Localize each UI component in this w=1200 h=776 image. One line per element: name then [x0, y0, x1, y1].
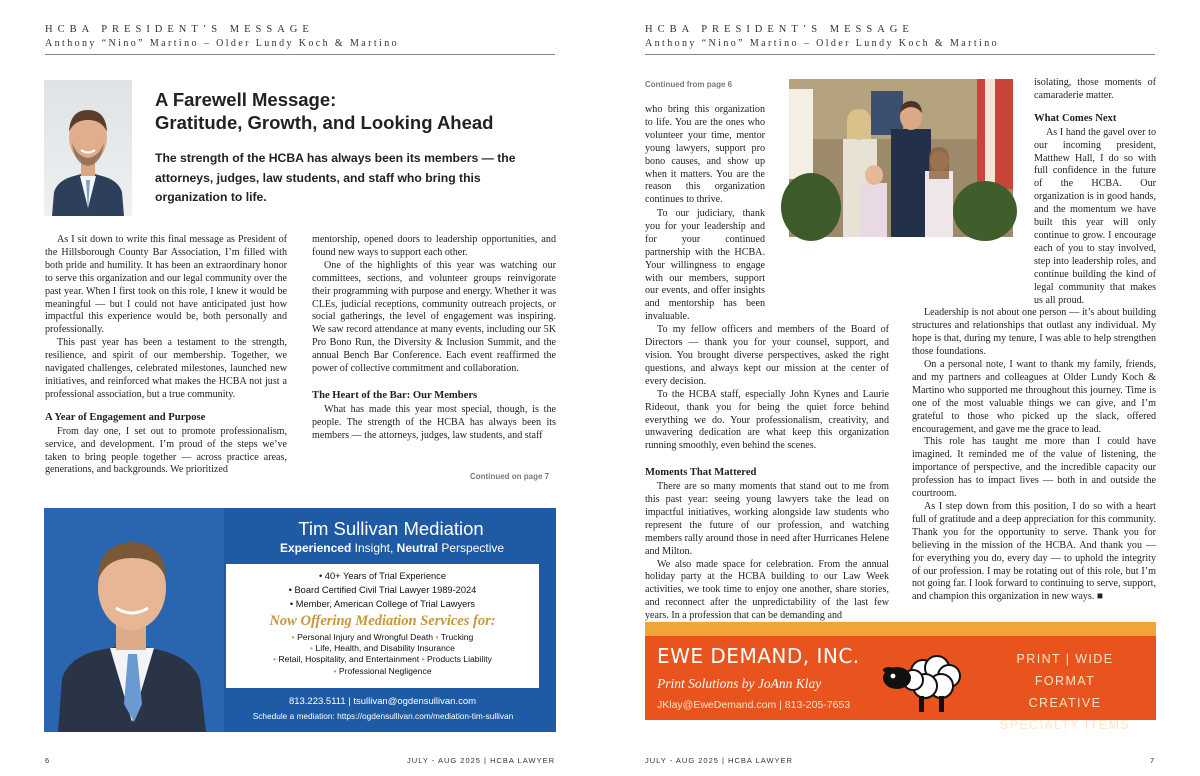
- subheading: A Year of Engagement and Purpose: [45, 411, 206, 423]
- paragraph: This past year has been a testament to the strength, resilience, and spirit of our membership. Together, we navigated challenges, celebrated milestones, launched new initiatives, and reinforced what makes the HCBA not just a professional association, but a true community.: [45, 337, 287, 400]
- paragraph: From day one, I set out to promote professionalism, service, and development. I’m proud of the steps we’ve taken to bring people together — across practice areas, generations, and backgrounds. We prioritized: [45, 425, 287, 476]
- page-header: [645, 24, 1155, 55]
- author-portrait: [44, 80, 132, 216]
- service-line: PRINT | WIDE FORMAT: [1016, 652, 1114, 688]
- subheading: What Comes Next: [1034, 112, 1117, 124]
- subtitle-text: Perspective: [438, 541, 505, 555]
- ad-contact[interactable]: JKlay@EweDemand.com | 813-205-7653: [657, 699, 851, 711]
- offering-heading: Now Offering Mediation Services for:: [269, 613, 496, 629]
- ad-company-name: EWE DEMAND, INC.: [657, 644, 860, 668]
- header-author: Anthony “Nino” Martino – Older Lundy Koch & Martino: [45, 38, 400, 49]
- ad-top-band: [645, 622, 1156, 636]
- paragraph: To the HCBA staff, especially John Kynes and Laurie Rideout, thank you for being the quiet force behind everything we do. Your professionalism, creativity, and unwavering dedication are what keep this organization running smoothly, even behind the scenes.: [645, 388, 889, 452]
- title-line-1: A Farewell Message:: [155, 89, 337, 110]
- service-line: CREATIVE: [1028, 696, 1102, 710]
- paragraph: Leadership is not about one person — it’s about building structures and relationships that outlast any individual. My hope is that, during my tenure, I was able to help strengthen those foundations.: [912, 307, 1156, 358]
- right-column-a: [645, 208, 889, 623]
- ad-tagline: Print Solutions by JoAnn Klay: [657, 676, 822, 691]
- ad-info-box: [226, 564, 539, 688]
- paragraph: On a personal note, I want to thank my family, friends, and my partners and colleagues at Older Lundy Koch & Martino who supported me throughout this journey. Time is one of the most valuable things we can give, and I’m grateful to those who picked up the slack, offered encouragement, and gave me the grace to lead.: [912, 359, 1156, 435]
- article-lead: The strength of the HCBA has always been its members — the attorneys, judges, law students, and staff who bring this organization to life.: [155, 151, 516, 204]
- paragraph: We also made space for celebration. From the annual holiday party at the HCBA building to our Law Week activities, we took time to enjoy one another, share stories, and reconnect after the unpredictability of the last few years. In a profession that can be demanding and: [645, 558, 889, 622]
- service-item: Trucking: [440, 632, 474, 642]
- continued-note: Continued on page 7: [470, 472, 550, 481]
- header-author: Anthony “Nino” Martino – Older Lundy Koch & Martino: [645, 38, 1000, 49]
- article-title: [155, 88, 493, 134]
- paragraph: There are so many moments that stand out to me from this past year: seeing young lawyers take the lead on impactful initiatives, working alongside law students who represent the future of our profession, and watching members rally around those in need after Hurricanes Helene and Milton.: [645, 481, 889, 557]
- paragraph: This role has taught me more than I could have imagined. It reminded me of the value of listening, the importance of perspective, and the incredible capacity our profession has to impact lives — both in and outside the courtroom.: [912, 436, 1156, 500]
- right-column-b: [912, 77, 1156, 604]
- subheading: The Heart of the Bar: Our Members: [312, 389, 478, 401]
- paragraph: One of the highlights of this year was watching our committees, sections, and volunteer groups reinvigorate their programming with purpose and energy. Whether it was CLEs, judicial receptions, community outreach projects, or social gatherings, the level of engagement was inspiring. We saw record attendance at many events, including our 5K Pro Bono Run, the Diversity & Inclusion Summit, and the annual Bench Bar Conference. Each event reaffirmed the power of collective commitment and collaboration.: [312, 259, 556, 375]
- paragraph: What has made this year most special, though, is the people. The strength of the HCBA has always been its members — the attorneys, judges, law students, and staff: [312, 403, 556, 441]
- ad-subtitle: [242, 541, 542, 555]
- sheep-icon: [877, 638, 977, 718]
- header-kicker: HCBA PRESIDENT’S MESSAGE: [45, 24, 314, 35]
- paragraph: isolating, those moments of camaraderie matter.: [1034, 77, 1156, 101]
- service-item: Products Liability: [427, 654, 492, 665]
- page-number: 7: [1150, 756, 1156, 765]
- credential-item: • Member, American College of Trial Lawyers: [289, 599, 476, 609]
- footer-issue: JULY - AUG 2025 | HCBA LAWYER: [407, 756, 555, 765]
- ad-contact[interactable]: 813.223.5111 | tsullivan@ogdensullivan.com: [288, 696, 477, 707]
- ad-services: [985, 648, 1145, 736]
- paragraph: To our judiciary, thank you for your leadership and for your continued partnership with the HCBA. Your willingness to engage with our members, support our events, and offer insights and mentorship has been invaluable.: [645, 208, 765, 323]
- paragraph: mentorship, opened doors to leadership opportunities, and found new ways to support each other.: [312, 234, 556, 258]
- service-item: Professional Negligence: [338, 665, 432, 676]
- portrait-image: [44, 80, 132, 216]
- footer-issue: JULY - AUG 2025 | HCBA LAWYER: [645, 756, 793, 765]
- ad-schedule-link[interactable]: Schedule a mediation: https://ogdensullivan.com/mediation-tim-sullivan: [252, 711, 514, 721]
- ad-title: Tim Sullivan Mediation: [298, 518, 484, 539]
- page-number: 6: [45, 756, 51, 765]
- continued-from-note: Continued from page 6: [645, 80, 733, 89]
- service-item: Life, Health, and Disability Insurance: [315, 643, 455, 654]
- left-column-1: [45, 234, 287, 477]
- paragraph: As I hand the gavel over to our incoming president, Matthew Hall, I do so with full confidence in the future of the HCBA. Our organization is in good hands, and the momentum we have built this year will only continue to grow. I encourage each of you to stay involved, step into leadership roles, and continue building the kind of legal community that makes us all proud.: [1034, 126, 1156, 306]
- service-item: Personal Injury and Wrongful Death: [297, 632, 434, 642]
- paragraph: As I step down from this position, I do so with a heart full of gratitude and a deep appreciation for this community. Thank you for the opportunity to serve. Thank you for believing in the mission of the HCBA. And thank you — for everything you do, every day — to uphold the integrity of our profession. I may be rotating out of this role, but I’m not going far. I look forward to continuing to serve, support, and champion this organization in new ways. ■: [912, 501, 1156, 603]
- header-kicker: HCBA PRESIDENT’S MESSAGE: [645, 24, 914, 35]
- credential-item: • Board Certified Civil Trial Lawyer 1989-2024: [288, 585, 477, 595]
- credential-item: • 40+ Years of Trial Experience: [318, 571, 447, 581]
- paragraph: As I sit down to write this final message as President of the Hillsborough County Bar Association, I’m filled with both pride and humility. It has been an extraordinary honor to serve this organization and our legal community over the past year. When I first took on this role, I knew it would be meaningful — but I could not have anticipated just how impactful this experience would be, both personally and professionally.: [45, 234, 287, 336]
- title-line-2: Gratitude, Growth, and Looking Ahead: [155, 112, 494, 133]
- paragraph: who bring this organization to life. You are the ones who volunteer your time, mentor young lawyers, support pro bono causes, and show up when it matters. You are the reason this organization continues to thrive.: [645, 104, 765, 206]
- ewe-demand-ad: [645, 622, 1156, 732]
- right-column-a-top: [645, 104, 765, 207]
- services-list: • Personal Injury and Wrongful Death • Trucking • Life, Health, and Disability Insurance • Retail, Hospitality, and Entertainment • Products Liability • Professional Negligence: [273, 632, 492, 676]
- service-line: SPECIALTY ITEMS: [999, 718, 1131, 732]
- left-column-2: [312, 234, 556, 443]
- credentials-list: [226, 569, 539, 611]
- subheading: Moments That Mattered: [645, 467, 757, 479]
- ad-portrait-image: [44, 508, 224, 732]
- paragraph: To my fellow officers and members of the Board of Directors — thank you for your counsel, support, and vision. You brought diverse perspectives, asked the right questions, and always kept our mission at the center of every decision.: [645, 324, 889, 387]
- mediation-ad: [44, 508, 556, 732]
- subtitle-text: Insight,: [351, 541, 397, 555]
- page-header: [45, 24, 555, 55]
- subtitle-bold: Experienced: [279, 541, 352, 555]
- service-item: Retail, Hospitality, and Entertainment: [278, 654, 420, 665]
- subtitle-bold: Neutral: [396, 541, 439, 555]
